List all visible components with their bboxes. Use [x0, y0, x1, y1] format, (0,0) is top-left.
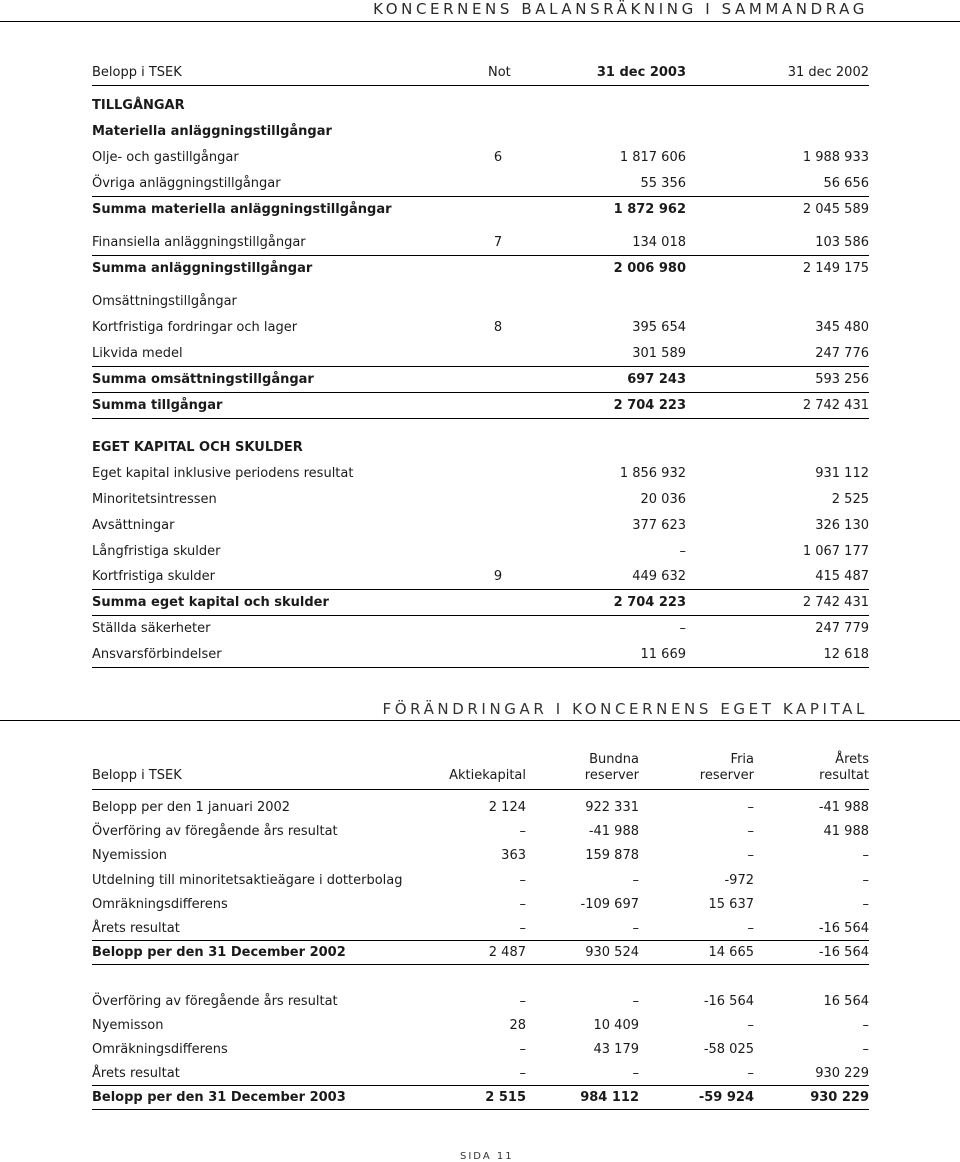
row-2002: 415 487 — [815, 569, 869, 584]
header-bundna-reserver: reserver — [584, 768, 639, 783]
row-fria: – — [747, 848, 754, 863]
row-label: Överföring av föregående års resultat — [92, 994, 338, 1009]
row-aktiekapital: – — [519, 897, 526, 912]
row-aktiekapital: – — [519, 994, 526, 1009]
row-2002: 2 149 175 — [802, 261, 869, 276]
row-bundna: 984 112 — [580, 1090, 639, 1105]
row-label: Årets resultat — [92, 1066, 180, 1081]
row-fria: -59 924 — [698, 1090, 754, 1105]
row-label: Utdelning till minoritetsaktieägare i dotterbolag — [92, 873, 403, 888]
row-2003: 697 243 — [627, 372, 686, 387]
row-label: Belopp per den 1 januari 2002 — [92, 800, 291, 815]
row-aktiekapital: 2 515 — [485, 1090, 526, 1105]
row-2002: 1 988 933 — [802, 150, 869, 165]
top-divider — [0, 21, 960, 22]
table-row — [92, 256, 869, 282]
row-note: 9 — [493, 569, 503, 584]
row-label: TILLGÅNGAR — [92, 98, 185, 113]
header-label: Belopp i TSEK — [92, 768, 182, 783]
table-row — [92, 1014, 869, 1038]
row-2003: 1 856 932 — [619, 466, 686, 481]
table-header-top-row — [92, 752, 869, 768]
row-fria: 14 665 — [708, 945, 754, 960]
table-row — [92, 820, 869, 844]
row-label: EGET KAPITAL OCH SKULDER — [92, 440, 303, 455]
row-2003: 55 356 — [640, 176, 686, 191]
table-row — [92, 893, 869, 917]
row-label: Omräkningsdifferens — [92, 897, 228, 912]
table-row — [92, 590, 869, 616]
row-bundna: – — [632, 921, 639, 936]
table-row — [92, 1086, 869, 1110]
row-label: Överföring av föregående års resultat — [92, 824, 338, 839]
row-2003: 377 623 — [632, 518, 686, 533]
row-bundna: -109 697 — [580, 897, 639, 912]
table-row — [92, 487, 869, 513]
row-2003: 1 872 962 — [613, 202, 686, 217]
row-label: Omsättningstillgångar — [92, 294, 237, 309]
table-row — [92, 642, 869, 668]
table-row — [92, 435, 869, 461]
table-row — [92, 539, 869, 565]
row-label: Årets resultat — [92, 921, 180, 936]
table-row — [92, 119, 869, 145]
row-resultat: 16 564 — [823, 994, 869, 1009]
row-2003: – — [679, 544, 686, 559]
header-note: Not — [488, 65, 511, 80]
row-2003: 2 704 223 — [613, 595, 686, 610]
table-row — [92, 171, 869, 197]
table-row — [92, 341, 869, 367]
row-aktiekapital: – — [519, 1042, 526, 1057]
row-aktiekapital: – — [519, 873, 526, 888]
row-fria: – — [747, 921, 754, 936]
row-bundna: 159 878 — [585, 848, 639, 863]
row-2003: 134 018 — [632, 235, 686, 250]
row-2003: 11 669 — [640, 647, 686, 662]
row-2003: 1 817 606 — [619, 150, 686, 165]
row-label: Belopp per den 31 December 2002 — [92, 945, 346, 960]
row-fria: -972 — [724, 873, 754, 888]
row-2003: 2 704 223 — [613, 398, 686, 413]
row-2002: 56 656 — [823, 176, 869, 191]
row-label: Kortfristiga skulder — [92, 569, 215, 584]
row-aktiekapital: – — [519, 824, 526, 839]
row-label: Likvida medel — [92, 346, 183, 361]
table-row — [92, 564, 869, 590]
row-resultat: 930 229 — [810, 1090, 869, 1105]
row-label: Långfristiga skulder — [92, 544, 221, 559]
page-title: KONCERNENS BALANSRÄKNING I SAMMANDRAG — [373, 0, 868, 18]
row-bundna: 43 179 — [593, 1042, 639, 1057]
row-label: Omräkningsdifferens — [92, 1042, 228, 1057]
row-resultat: – — [862, 897, 869, 912]
section-divider — [0, 720, 960, 721]
table-row — [92, 367, 869, 393]
header-2002: 31 dec 2002 — [787, 65, 869, 80]
table-row — [92, 513, 869, 539]
row-label: Belopp per den 31 December 2003 — [92, 1090, 346, 1105]
row-bundna: 930 524 — [585, 945, 639, 960]
row-2002: 931 112 — [815, 466, 869, 481]
row-bundna: – — [632, 994, 639, 1009]
table-row — [92, 93, 869, 119]
row-aktiekapital: 363 — [501, 848, 526, 863]
header-2003: 31 dec 2003 — [596, 65, 686, 80]
row-label: Övriga anläggningstillgångar — [92, 176, 281, 191]
row-2003: 20 036 — [640, 492, 686, 507]
row-bundna: -41 988 — [588, 824, 639, 839]
header-arets: Årets — [835, 752, 869, 767]
row-label: Olje- och gastillgångar — [92, 150, 239, 165]
table-row — [92, 197, 869, 223]
row-bundna: 10 409 — [593, 1018, 639, 1033]
row-bundna: – — [632, 1066, 639, 1081]
row-2002: 103 586 — [815, 235, 869, 250]
row-label: Materiella anläggningstillgångar — [92, 124, 332, 139]
row-resultat: 930 229 — [815, 1066, 869, 1081]
row-2002: 1 067 177 — [802, 544, 869, 559]
row-2003: 449 632 — [632, 569, 686, 584]
row-label: Summa eget kapital och skulder — [92, 595, 329, 610]
row-aktiekapital: – — [519, 1066, 526, 1081]
header-label: Belopp i TSEK — [92, 65, 182, 80]
table-row — [92, 461, 869, 487]
row-resultat: -16 564 — [818, 921, 869, 936]
row-resultat: – — [862, 848, 869, 863]
table-row — [92, 145, 869, 171]
row-note: 6 — [493, 150, 503, 165]
table-row — [92, 1038, 869, 1062]
row-2002: 2 525 — [831, 492, 869, 507]
table-row — [92, 990, 869, 1014]
row-2003: 2 006 980 — [613, 261, 686, 276]
row-fria: 15 637 — [708, 897, 754, 912]
table-row — [92, 616, 869, 642]
row-label: Nyemisson — [92, 1018, 164, 1033]
table-row — [92, 844, 869, 868]
row-2003: 395 654 — [632, 320, 686, 335]
table-row — [92, 796, 869, 820]
table-row — [92, 289, 869, 315]
row-fria: – — [747, 800, 754, 815]
header-arets-resultat: resultat — [819, 768, 869, 783]
table-row — [92, 917, 869, 941]
row-resultat: -16 564 — [818, 945, 869, 960]
section-title-equity: FÖRÄNDRINGAR I KONCERNENS EGET KAPITAL — [382, 700, 868, 718]
table-header-row — [92, 768, 869, 790]
row-label: Minoritetsintressen — [92, 492, 217, 507]
row-2002: 2 742 431 — [802, 398, 869, 413]
header-fria-reserver: reserver — [699, 768, 754, 783]
row-fria: -16 564 — [703, 994, 754, 1009]
row-resultat: – — [862, 1042, 869, 1057]
row-2003: 301 589 — [632, 346, 686, 361]
row-aktiekapital: 28 — [509, 1018, 526, 1033]
page-number: SIDA 11 — [460, 1151, 514, 1162]
row-label: Nyemission — [92, 848, 168, 863]
row-resultat: – — [862, 873, 869, 888]
row-2002: 345 480 — [815, 320, 869, 335]
table-row — [92, 869, 869, 893]
row-fria: – — [747, 1018, 754, 1033]
header-fria: Fria — [730, 752, 754, 767]
row-aktiekapital: 2 124 — [488, 800, 526, 815]
table-row — [92, 393, 869, 419]
row-2002: 247 779 — [815, 621, 869, 636]
row-2002: 247 776 — [815, 346, 869, 361]
row-2002: 2 742 431 — [802, 595, 869, 610]
table-row — [92, 230, 869, 256]
table-row — [92, 941, 869, 965]
row-note: 7 — [493, 235, 503, 250]
row-fria: – — [747, 824, 754, 839]
row-aktiekapital: 2 487 — [488, 945, 526, 960]
row-2003: – — [679, 621, 686, 636]
row-aktiekapital: – — [519, 921, 526, 936]
row-label: Avsättningar — [92, 518, 175, 533]
row-bundna: 922 331 — [585, 800, 639, 815]
row-label: Ansvarsförbindelser — [92, 647, 222, 662]
row-fria: – — [747, 1066, 754, 1081]
row-label: Summa materiella anläggningstillgångar — [92, 202, 392, 217]
row-label: Eget kapital inklusive periodens resultat — [92, 466, 354, 481]
row-label: Summa anläggningstillgångar — [92, 261, 313, 276]
row-2002: 12 618 — [823, 647, 869, 662]
row-2002: 2 045 589 — [802, 202, 869, 217]
row-label: Ställda säkerheter — [92, 621, 211, 636]
row-resultat: -41 988 — [818, 800, 869, 815]
row-fria: -58 025 — [703, 1042, 754, 1057]
header-bundna: Bundna — [589, 752, 639, 767]
row-2002: 593 256 — [815, 372, 869, 387]
row-label: Finansiella anläggningstillgångar — [92, 235, 306, 250]
row-2002: 326 130 — [815, 518, 869, 533]
row-resultat: 41 988 — [823, 824, 869, 839]
row-resultat: – — [862, 1018, 869, 1033]
row-bundna: – — [632, 873, 639, 888]
table-row — [92, 315, 869, 341]
row-note: 8 — [493, 320, 503, 335]
row-label: Summa omsättningstillgångar — [92, 372, 314, 387]
row-label: Kortfristiga fordringar och lager — [92, 320, 298, 335]
header-aktiekapital: Aktiekapital — [449, 768, 526, 783]
table-row — [92, 1062, 869, 1086]
table-header-row — [92, 60, 869, 86]
row-label: Summa tillgångar — [92, 398, 223, 413]
